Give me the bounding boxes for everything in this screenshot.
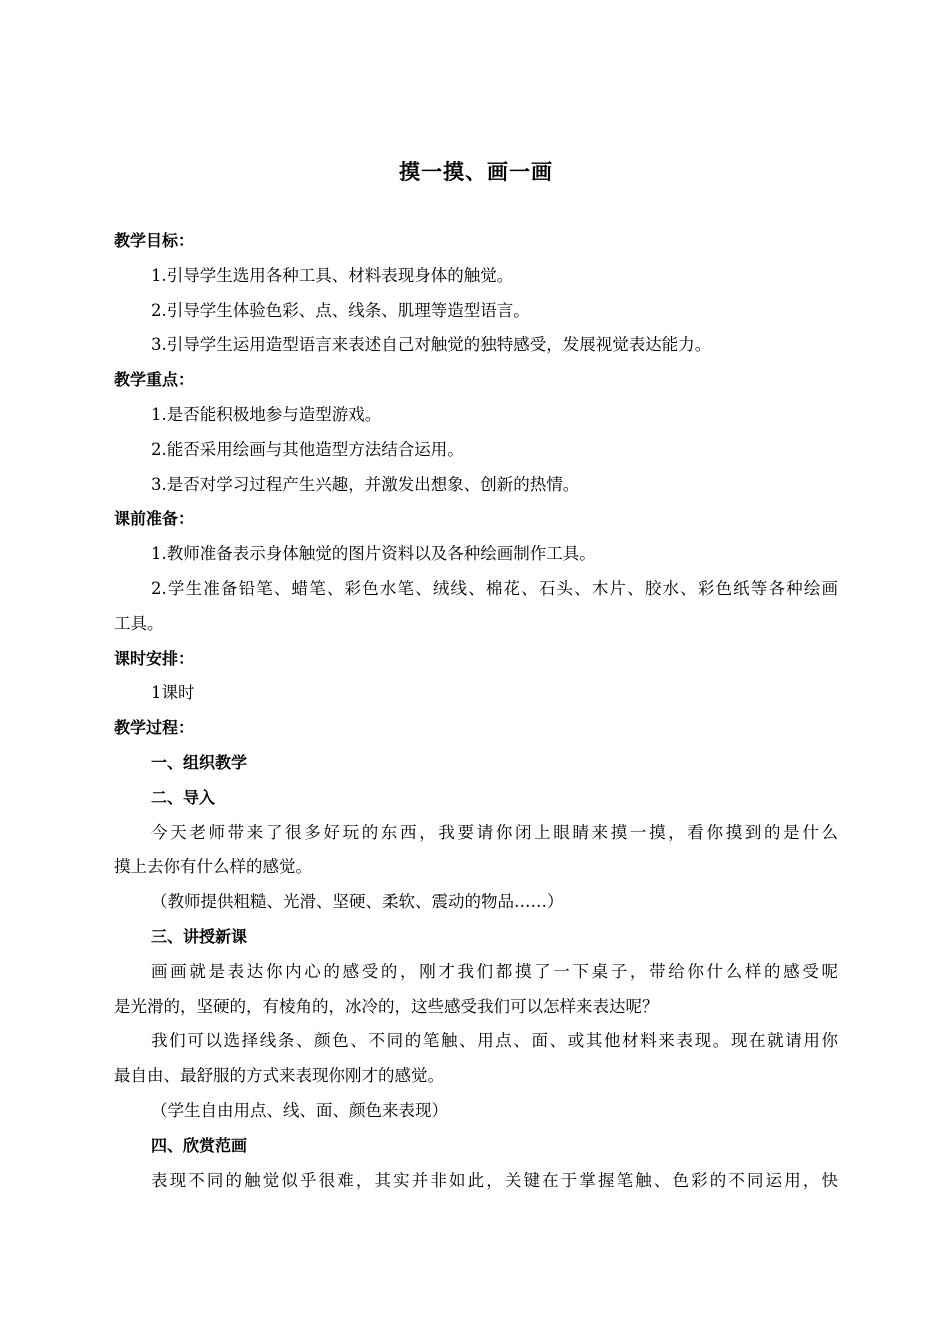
key-points-item-3: 3.是否对学习过程产生兴趣，并激发出想象、创新的热情。 — [151, 474, 580, 494]
key-points-heading: 教学重点： — [114, 370, 195, 390]
schedule-heading: 课时安排： — [114, 648, 195, 668]
goals-item-3: 3.引导学生运用造型语言来表述自己对触觉的独特感受，发展视觉表达能力。 — [151, 335, 712, 355]
document-title: 摸一摸、画一画 — [399, 160, 553, 184]
step-2-paragraph-line-2: 摸上去你有什么样的感觉。 — [114, 857, 312, 877]
preparation-heading: 课前准备： — [114, 509, 195, 529]
preparation-item-2-line-2: 工具。 — [114, 613, 164, 633]
goals-item-1: 1.引导学生选用各种工具、材料表现身体的触觉。 — [151, 265, 514, 285]
process-step-2: 二、导入 — [151, 787, 216, 807]
schedule-value: 1课时 — [151, 683, 195, 703]
step-3-paragraph-2-line-1: 我们可以选择线条、颜色、不同的笔触、用点、面、或其他材料来表现。现在就请用你 — [151, 1031, 838, 1051]
step-3-note: （学生自由用点、线、面、颜色来表现） — [151, 1100, 448, 1120]
goals-heading: 教学目标： — [114, 231, 195, 250]
key-points-item-1: 1.是否能积极地参与造型游戏。 — [151, 404, 382, 424]
step-2-paragraph-line-1: 今天老师带来了很多好玩的东西，我要请你闭上眼睛来摸一摸，看你摸到的是什么 — [151, 822, 838, 842]
process-heading: 教学过程： — [114, 718, 195, 738]
process-step-3: 三、讲授新课 — [151, 926, 248, 946]
step-3-paragraph-2-line-2: 最自由、最舒服的方式来表现你刚才的感觉。 — [114, 1066, 444, 1086]
preparation-item-1: 1.教师准备表示身体触觉的图片资料以及各种绘画制作工具。 — [151, 544, 596, 564]
document-page — [114, 150, 838, 1198]
step-2-note: （教师提供粗糙、光滑、坚硬、柔软、震动的物品……） — [151, 892, 564, 912]
process-step-4: 四、欣赏范画 — [151, 1135, 248, 1155]
goals-item-2: 2.引导学生体验色彩、点、线条、肌理等造型语言。 — [151, 300, 530, 320]
step-3-paragraph-1-line-1: 画画就是表达你内心的感受的，刚才我们都摸了一下桌子，带给你什么样的感受呢 — [151, 961, 838, 981]
preparation-item-2-line-1: 2.学生准备铅笔、蜡笔、彩色水笔、绒线、棉花、石头、木片、胶水、彩色纸等各种绘画 — [151, 578, 838, 598]
key-points-item-2: 2.能否采用绘画与其他造型方法结合运用。 — [151, 439, 464, 459]
process-step-1: 一、组织教学 — [151, 752, 248, 772]
step-4-paragraph-line-1: 表现不同的触觉似乎很难，其实并非如此，关键在于掌握笔触、色彩的不同运用，快 — [151, 1170, 838, 1190]
step-3-paragraph-1-line-2: 是光滑的，坚硬的，有棱角的，冰冷的，这些感受我们可以怎样来表达呢？ — [114, 996, 659, 1016]
